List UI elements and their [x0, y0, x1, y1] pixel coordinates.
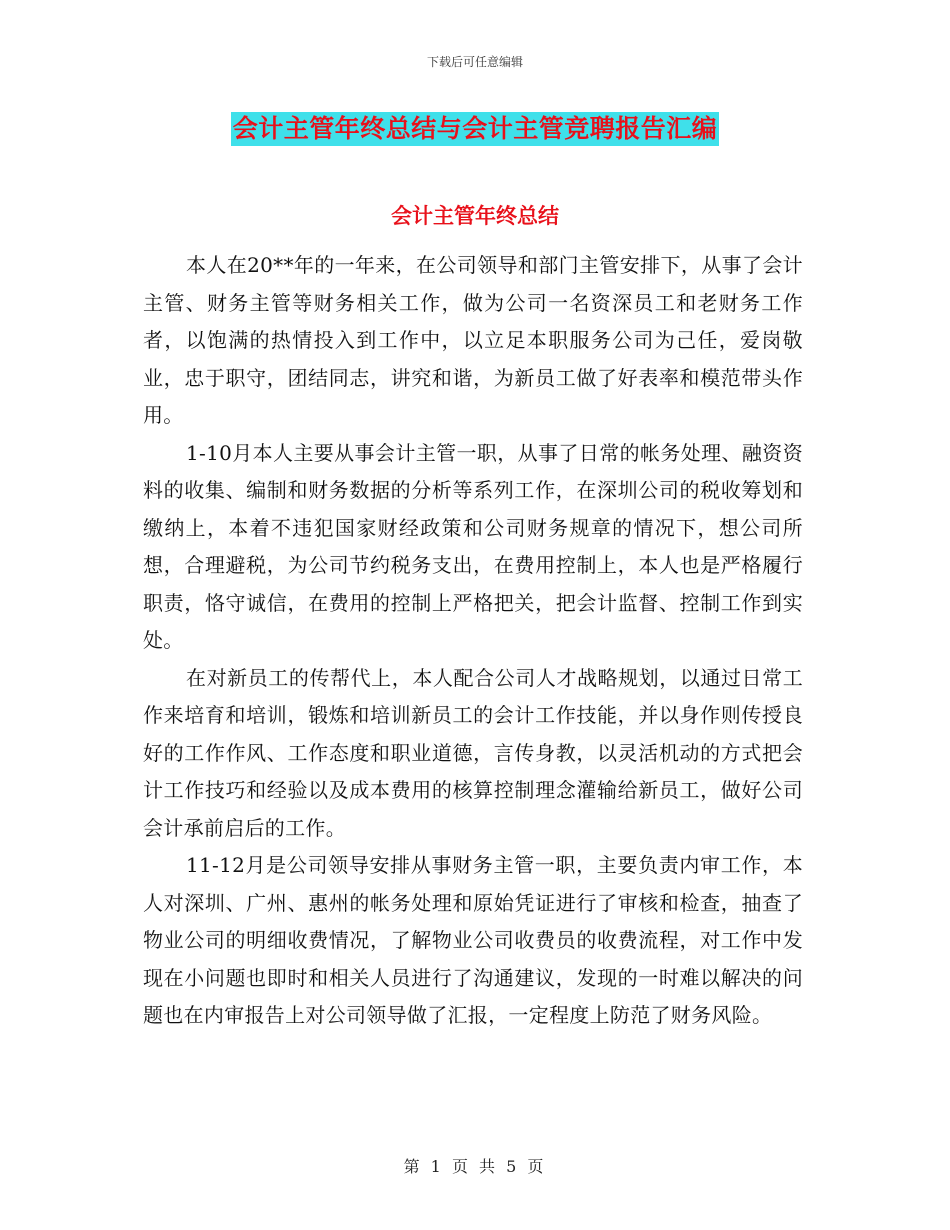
paragraph: 11-12月是公司领导安排从事财务主管一职，主要负责内审工作，本人对深圳、广州、惠州的帐务处理和原始凭证进行了审核和检查，抽查了物业公司的明细收费情况，了解物业公司收费员的收费流程，对工作中发现在小问题也即时和相关人员进行了沟通建议，发现的一时难以解决的问题也在内审报告上对公司领导做了汇报，一定程度上防范了财务风险。 — [143, 853, 803, 1027]
paragraph: 本人在20**年的一年来，在公司领导和部门主管安排下，从事了会计主管、财务主管等财务相关工作，做为公司一名资深员工和老财务工作者，以饱满的热情投入到工作中，以立足本职服务公司为己任，爱岗敬业，忠于职守，团结同志，讲究和谐，为新员工做了好表率和模范带头作用。 — [143, 253, 803, 427]
paragraph: 在对新员工的传帮代上，本人配合公司人才战略规划，以通过日常工作来培育和培训，锻炼和培训新员工的会计工作技能，并以身作则传授良好的工作作风、工作态度和职业道德，言传身教，以灵活机动的方式把会计工作技巧和经验以及成本费用的核算控制理念灌输给新员工，做好公司会计承前启后的工作。 — [143, 665, 803, 840]
main-title-container — [0, 112, 950, 146]
section-title: 会计主管年终总结 — [391, 204, 559, 228]
header-note: 下载后可任意编辑 — [426, 55, 523, 69]
document-body — [143, 247, 803, 1035]
document-title: 会计主管年终总结与会计主管竞聘报告汇编 — [231, 112, 720, 146]
paragraph: 1-10月本人主要从事会计主管一职，从事了日常的帐务处理、融资资料的收集、编制和财务数据的分析等系列工作，在深圳公司的税收筹划和缴纳上，本着不违犯国家财经政策和公司财务规章的情况下，想公司所想，合理避税，为公司节约税务支出，在费用控制上，本人也是严格履行职责，恪守诚信，在费用的控制上严格把关，把会计监督、控制工作到实处。 — [143, 440, 803, 652]
page-number: 第 1 页 共 5 页 — [403, 1157, 547, 1176]
